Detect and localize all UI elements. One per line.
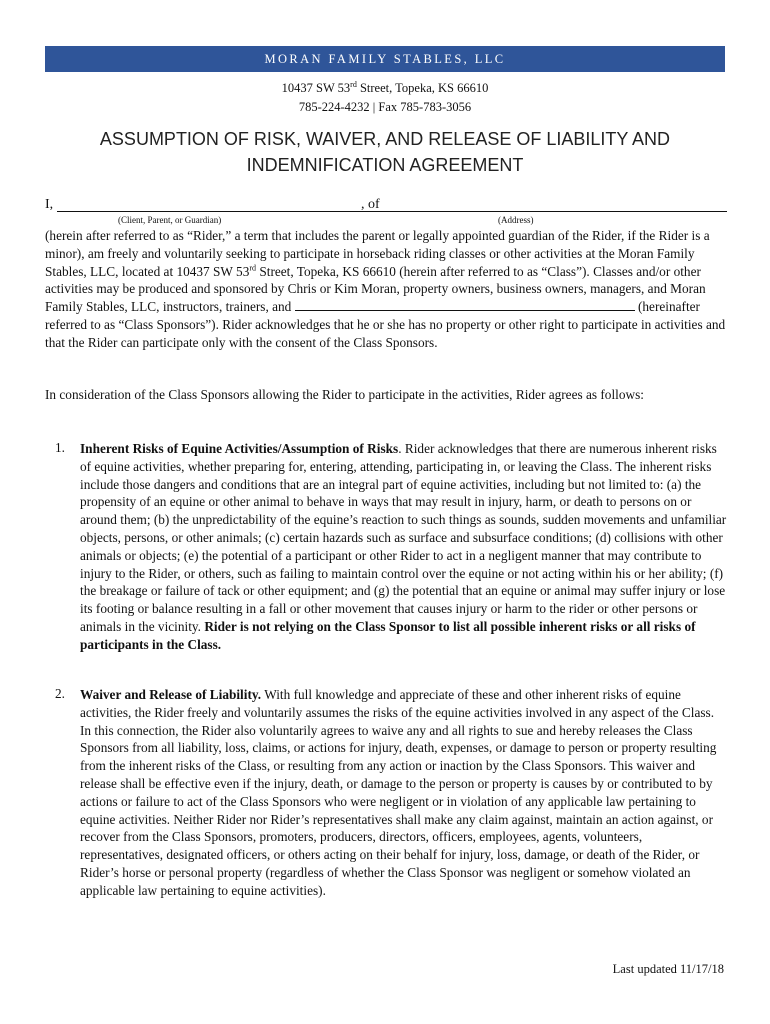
section-heading: Inherent Risks of Equine Activities/Assumption of Risks (80, 441, 399, 456)
company-banner (45, 46, 725, 72)
section-number: 1. (55, 440, 65, 455)
section-inherent-risks: Inherent Risks of Equine Activities/Assumption of Risks. Rider acknowledges that there are numerous inherent risks of equine activities, whether preparing for, entering, attending, participating in, or leaving the Class. The inherent risks include those dangers and conditions that are an integral part of equine activities, including but not limited to: (a) the propensity of an equine or other animal to behave in ways that may result in injury, harm, or death to persons on or around them; (b) the unpredictability of the equine’s reaction to such things as sounds, sudden movements and unfamiliar objects, persons, or other animals; (c) certain hazards such as surface and subsurface conditions; (d) collisions with other animals or objects; (e) the potential of a participant or other Rider to act in a negligent manner that may contribute to injury to the Rider, or others, such as failing to maintain control over the equine or not acting within his or her ability; (f) the breakage or failure of tack or other equipment; and (g) the potential that an equine or animal may suffer injury or lose its footing or balance resulting in a fall or other movement that causes injury or harm to the rider or other persons or animals in the vicinity. Rider is not relying on the Class Sponsor to list all possible inherent risks or all risks of participants in the Class. (80, 441, 727, 652)
section-waiver-release: Waiver and Release of Liability. With full knowledge and appreciate of these and other inherent risks of equine activities, the Rider freely and voluntarily assumes the risks of the equine activities involved in any aspect of the Class. In this connection, the Rider also voluntarily agrees to waive any and all rights to sue and hereby releases the Class Sponsors from all liability, loss, claims, or actions for injury, death, expenses, or damage to person or property resulting from the inherent risks of the Class, or resulting from any action or inaction by the Class Sponsors. This waiver and release shall be effective even if the injury, death, or damage to the person or property is causes by or contributed to by actions or failure to act of the Class Sponsors who were negligent or in violation of any applicable law pertaining to equine activities. Neither Rider nor Rider’s representatives shall make any claim against, maintain an action against, or recover from the Class Sponsors, promoters, producers, directors, officers, employees, agents, volunteers, representatives, designated officers, or others acting on their behalf for injury, loss, damage, or death of the Rider, or Rider’s horse or personal property (regardless of whether the Class Sponsor was negligent or somehow violated an applicable law pertaining to equine activities). (80, 687, 717, 898)
section-heading: Waiver and Release of Liability. (80, 687, 262, 702)
class-sponsor-blank[interactable] (295, 298, 635, 311)
consideration-paragraph: In consideration of the Class Sponsors allowing the Rider to participate in the activities, Rider agrees as follows: (45, 387, 644, 402)
company-name: MORAN FAMILY STABLES, LLC (264, 51, 506, 66)
of-label: , of (361, 197, 380, 212)
address-caption: (Address) (498, 215, 534, 225)
section-closing: Rider is not relying on the Class Sponsor to list all possible inherent risks or all risks of participants in the Class. (80, 618, 696, 652)
section-number: 2. (55, 686, 65, 701)
client-name-field[interactable] (57, 211, 361, 212)
title-line-2: INDEMNIFICATION AGREEMENT (246, 155, 524, 175)
intro-paragraph: (herein after referred to as “Rider,” a term that includes the parent or legally appointed guardian of the Rider, if the Rider is a minor), am freely and voluntarily seeking to participate in horseback riding classes or other activities at the Moran Family Stables, LLC, located at 10437 SW 53rd Street, Topeka, KS 66610 (herein after referred to as “Class”). Classes and/or other activities may be produced and sponsored by Chris or Kim Moran, property owners, business owners, managers, and Moran Family Stables, LLC, instructors, trainers, and (hereinafter referred to as “Class Sponsors”). Rider acknowledges that he or she has no property or other right to participate in activities and that the Rider can participate only with the consent of the Class Sponsors. (45, 228, 726, 350)
client-caption: (Client, Parent, or Guardian) (118, 215, 222, 225)
title-line-1: ASSUMPTION OF RISK, WAIVER, AND RELEASE OF LIABILITY AND (99, 129, 671, 149)
i-label: I, (45, 197, 54, 212)
company-address: 10437 SW 53rd Street, Topeka, KS 66610 (281, 80, 489, 96)
rider-info-line (45, 197, 727, 215)
company-phone: 785-224-4232 | Fax 785-783-3056 (298, 100, 472, 114)
last-updated: Last updated 11/17/18 (612, 962, 724, 976)
document-title (0, 126, 770, 178)
address-field[interactable] (340, 211, 727, 212)
